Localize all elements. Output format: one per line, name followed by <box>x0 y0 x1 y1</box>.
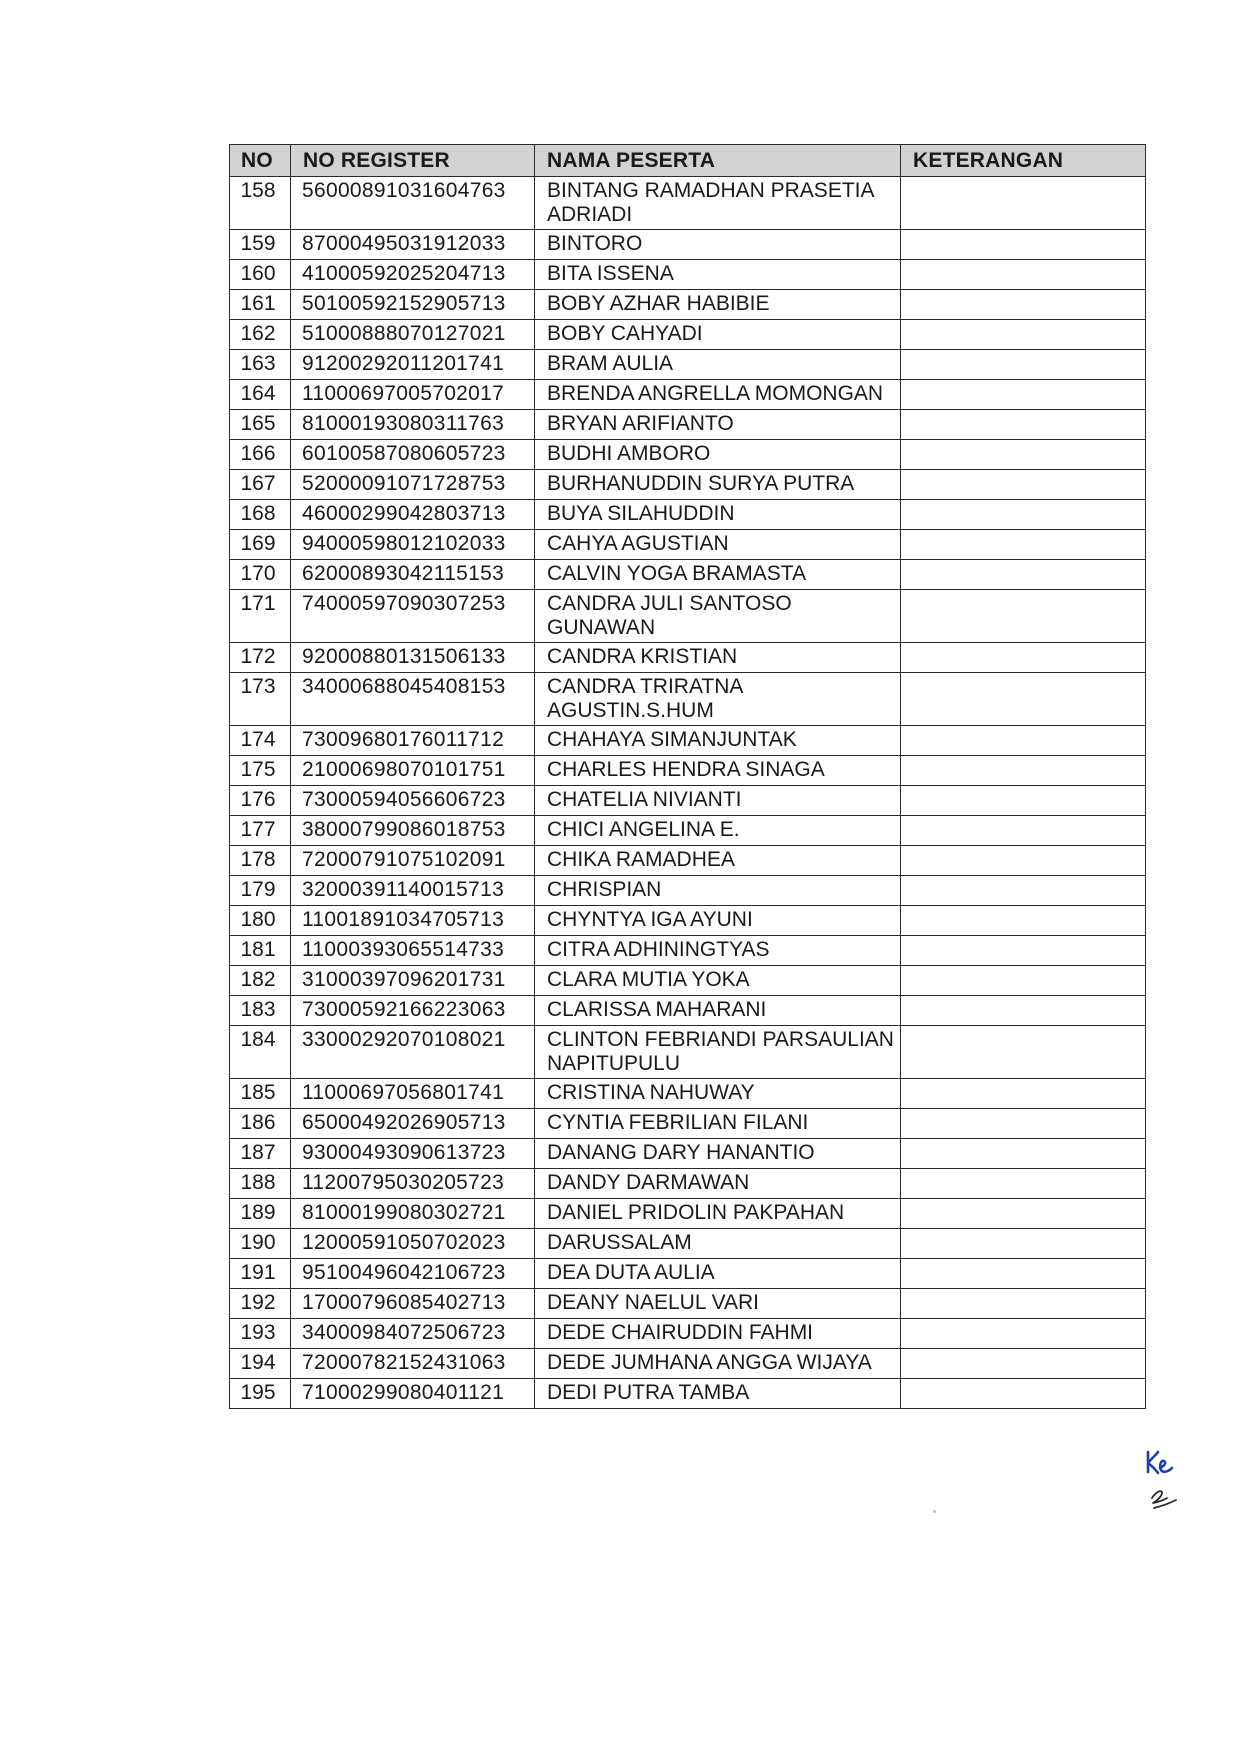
row-note <box>901 816 1146 846</box>
row-register: 41000592025204713 <box>291 260 535 290</box>
table-row <box>230 1349 1146 1379</box>
row-no: 184 <box>230 1026 291 1079</box>
row-no: 192 <box>230 1289 291 1319</box>
row-no: 164 <box>230 380 291 410</box>
table-row <box>230 1026 1146 1079</box>
row-no: 167 <box>230 470 291 500</box>
row-register: 33000292070108021 <box>291 1026 535 1079</box>
row-no: 178 <box>230 846 291 876</box>
table-row <box>230 530 1146 560</box>
row-register: 73009680176011712 <box>291 726 535 756</box>
row-register: 11200795030205723 <box>291 1169 535 1199</box>
row-note <box>901 786 1146 816</box>
row-register: 74000597090307253 <box>291 590 535 643</box>
row-no: 175 <box>230 756 291 786</box>
table-row <box>230 1169 1146 1199</box>
row-note <box>901 1319 1146 1349</box>
row-no: 187 <box>230 1139 291 1169</box>
table-row <box>230 1379 1146 1409</box>
row-no: 179 <box>230 876 291 906</box>
row-note <box>901 500 1146 530</box>
row-note <box>901 966 1146 996</box>
row-name: CLINTON FEBRIANDI PARSAULIAN NAPITUPULU <box>535 1026 901 1079</box>
row-name: BINTORO <box>535 230 901 260</box>
row-note <box>901 643 1146 673</box>
row-register: 72000782152431063 <box>291 1349 535 1379</box>
row-name: DEDE CHAIRUDDIN FAHMI <box>535 1319 901 1349</box>
table-row <box>230 380 1146 410</box>
row-note <box>901 996 1146 1026</box>
row-name: CYNTIA FEBRILIAN FILANI <box>535 1109 901 1139</box>
row-name: BRYAN ARIFIANTO <box>535 410 901 440</box>
row-name: CLARA MUTIA YOKA <box>535 966 901 996</box>
row-no: 193 <box>230 1319 291 1349</box>
header-no: NO <box>230 145 291 177</box>
row-register: 95100496042106723 <box>291 1259 535 1289</box>
row-name: CAHYA AGUSTIAN <box>535 530 901 560</box>
row-name: BUYA SILAHUDDIN <box>535 500 901 530</box>
table-row <box>230 1319 1146 1349</box>
row-register: 62000893042115153 <box>291 560 535 590</box>
row-register: 50100592152905713 <box>291 290 535 320</box>
row-name: CHAHAYA SIMANJUNTAK <box>535 726 901 756</box>
table-row <box>230 786 1146 816</box>
row-note <box>901 906 1146 936</box>
row-name: BINTANG RAMADHAN PRASETIA ADRIADI <box>535 177 901 230</box>
row-name: BRAM AULIA <box>535 350 901 380</box>
row-name: CITRA ADHININGTYAS <box>535 936 901 966</box>
table-row <box>230 1289 1146 1319</box>
table-row <box>230 410 1146 440</box>
row-no: 161 <box>230 290 291 320</box>
row-register: 32000391140015713 <box>291 876 535 906</box>
row-name: DANIEL PRIDOLIN PAKPAHAN <box>535 1199 901 1229</box>
table-row <box>230 1139 1146 1169</box>
row-no: 186 <box>230 1109 291 1139</box>
row-no: 163 <box>230 350 291 380</box>
row-name: BRENDA ANGRELLA MOMONGAN <box>535 380 901 410</box>
row-name: CHARLES HENDRA SINAGA <box>535 756 901 786</box>
row-note <box>901 1139 1146 1169</box>
table-row <box>230 260 1146 290</box>
row-no: 183 <box>230 996 291 1026</box>
row-no: 166 <box>230 440 291 470</box>
table-row <box>230 440 1146 470</box>
row-register: 11001891034705713 <box>291 906 535 936</box>
table-row <box>230 996 1146 1026</box>
row-no: 174 <box>230 726 291 756</box>
row-no: 189 <box>230 1199 291 1229</box>
table-row <box>230 560 1146 590</box>
row-note <box>901 936 1146 966</box>
table-row <box>230 756 1146 786</box>
row-name: CHYNTYA IGA AYUNI <box>535 906 901 936</box>
row-no: 176 <box>230 786 291 816</box>
row-note <box>901 876 1146 906</box>
row-name: DEDI PUTRA TAMBA <box>535 1379 901 1409</box>
row-note <box>901 290 1146 320</box>
row-no: 165 <box>230 410 291 440</box>
row-note <box>901 1379 1146 1409</box>
row-note <box>901 380 1146 410</box>
row-register: 31000397096201731 <box>291 966 535 996</box>
table-row <box>230 936 1146 966</box>
table-row <box>230 290 1146 320</box>
row-register: 52000091071728753 <box>291 470 535 500</box>
row-note <box>901 1229 1146 1259</box>
row-name: CHIKA RAMADHEA <box>535 846 901 876</box>
row-name: CHRISPIAN <box>535 876 901 906</box>
row-no: 162 <box>230 320 291 350</box>
row-no: 172 <box>230 643 291 673</box>
table-row <box>230 230 1146 260</box>
row-register: 92000880131506133 <box>291 643 535 673</box>
table-row <box>230 320 1146 350</box>
row-register: 91200292011201741 <box>291 350 535 380</box>
table-row <box>230 726 1146 756</box>
row-name: BUDHI AMBORO <box>535 440 901 470</box>
row-note <box>901 440 1146 470</box>
row-note <box>901 1349 1146 1379</box>
table-row <box>230 966 1146 996</box>
table-row <box>230 470 1146 500</box>
row-register: 65000492026905713 <box>291 1109 535 1139</box>
row-name: BITA ISSENA <box>535 260 901 290</box>
row-note <box>901 1199 1146 1229</box>
header-row <box>230 145 1146 177</box>
row-note <box>901 726 1146 756</box>
row-no: 181 <box>230 936 291 966</box>
row-note <box>901 410 1146 440</box>
row-no: 170 <box>230 560 291 590</box>
row-register: 11000393065514733 <box>291 936 535 966</box>
row-name: BOBY CAHYADI <box>535 320 901 350</box>
row-register: 12000591050702023 <box>291 1229 535 1259</box>
row-note <box>901 756 1146 786</box>
row-note <box>901 1079 1146 1109</box>
row-name: DEA DUTA AULIA <box>535 1259 901 1289</box>
row-register: 34000984072506723 <box>291 1319 535 1349</box>
row-no: 160 <box>230 260 291 290</box>
row-name: CHATELIA NIVIANTI <box>535 786 901 816</box>
row-no: 158 <box>230 177 291 230</box>
row-register: 87000495031912033 <box>291 230 535 260</box>
header-note: KETERANGAN <box>901 145 1146 177</box>
row-register: 60100587080605723 <box>291 440 535 470</box>
row-no: 190 <box>230 1229 291 1259</box>
row-register: 34000688045408153 <box>291 673 535 726</box>
row-name: CHICI ANGELINA E. <box>535 816 901 846</box>
row-register: 73000592166223063 <box>291 996 535 1026</box>
row-note <box>901 846 1146 876</box>
table-row <box>230 500 1146 530</box>
row-register: 81000193080311763 <box>291 410 535 440</box>
row-name: CANDRA KRISTIAN <box>535 643 901 673</box>
row-no: 171 <box>230 590 291 643</box>
row-note <box>901 1289 1146 1319</box>
row-no: 173 <box>230 673 291 726</box>
row-register: 21000698070101751 <box>291 756 535 786</box>
row-no: 185 <box>230 1079 291 1109</box>
row-note <box>901 590 1146 643</box>
row-name: DARUSSALAM <box>535 1229 901 1259</box>
row-note <box>901 673 1146 726</box>
row-register: 11000697056801741 <box>291 1079 535 1109</box>
row-register: 93000493090613723 <box>291 1139 535 1169</box>
row-note <box>901 350 1146 380</box>
row-note <box>901 1026 1146 1079</box>
table-row <box>230 906 1146 936</box>
participant-table <box>229 144 1146 1409</box>
row-register: 17000796085402713 <box>291 1289 535 1319</box>
table-row <box>230 876 1146 906</box>
table-row <box>230 643 1146 673</box>
row-register: 56000891031604763 <box>291 177 535 230</box>
row-register: 73000594056606723 <box>291 786 535 816</box>
row-name: DEDE JUMHANA ANGGA WIJAYA <box>535 1349 901 1379</box>
row-no: 177 <box>230 816 291 846</box>
row-name: CLARISSA MAHARANI <box>535 996 901 1026</box>
row-name: DEANY NAELUL VARI <box>535 1289 901 1319</box>
row-name: CRISTINA NAHUWAY <box>535 1079 901 1109</box>
row-no: 191 <box>230 1259 291 1289</box>
header-name: NAMA PESERTA <box>535 145 901 177</box>
row-register: 11000697005702017 <box>291 380 535 410</box>
table-row <box>230 177 1146 230</box>
row-note <box>901 1109 1146 1139</box>
row-register: 81000199080302721 <box>291 1199 535 1229</box>
row-register: 51000888070127021 <box>291 320 535 350</box>
row-no: 194 <box>230 1349 291 1379</box>
row-no: 188 <box>230 1169 291 1199</box>
row-name: DANDY DARMAWAN <box>535 1169 901 1199</box>
row-name: CANDRA TRIRATNA AGUSTIN.S.HUM <box>535 673 901 726</box>
row-name: DANANG DARY HANANTIO <box>535 1139 901 1169</box>
table-row <box>230 1229 1146 1259</box>
row-name: CALVIN YOGA BRAMASTA <box>535 560 901 590</box>
table-row <box>230 1079 1146 1109</box>
row-no: 168 <box>230 500 291 530</box>
row-register: 38000799086018753 <box>291 816 535 846</box>
row-register: 71000299080401121 <box>291 1379 535 1409</box>
table-row <box>230 1199 1146 1229</box>
row-note <box>901 1259 1146 1289</box>
row-name: BURHANUDDIN SURYA PUTRA <box>535 470 901 500</box>
row-register: 94000598012102033 <box>291 530 535 560</box>
row-register: 72000791075102091 <box>291 846 535 876</box>
row-note <box>901 320 1146 350</box>
row-no: 182 <box>230 966 291 996</box>
row-note <box>901 230 1146 260</box>
table-header <box>230 145 1146 177</box>
row-note <box>901 260 1146 290</box>
row-note <box>901 470 1146 500</box>
row-register: 46000299042803713 <box>291 500 535 530</box>
header-register: NO REGISTER <box>291 145 535 177</box>
table-row <box>230 1109 1146 1139</box>
table-row <box>230 816 1146 846</box>
paraf-signature <box>1140 1446 1200 1516</box>
row-note <box>901 560 1146 590</box>
row-no: 195 <box>230 1379 291 1409</box>
row-name: BOBY AZHAR HABIBIE <box>535 290 901 320</box>
table-body <box>230 177 1146 1409</box>
row-note <box>901 1169 1146 1199</box>
row-name: CANDRA JULI SANTOSO GUNAWAN <box>535 590 901 643</box>
row-no: 180 <box>230 906 291 936</box>
row-no: 159 <box>230 230 291 260</box>
table-row <box>230 350 1146 380</box>
row-note <box>901 177 1146 230</box>
table-row <box>230 590 1146 643</box>
table-row <box>230 673 1146 726</box>
scan-speck <box>933 1510 936 1513</box>
table-row <box>230 846 1146 876</box>
row-note <box>901 530 1146 560</box>
row-no: 169 <box>230 530 291 560</box>
table-row <box>230 1259 1146 1289</box>
